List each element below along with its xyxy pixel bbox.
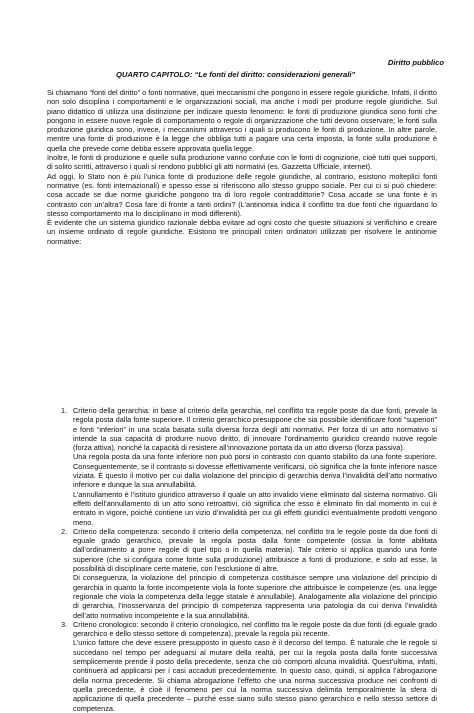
list-item bbox=[47, 527, 437, 620]
list-number: 1. bbox=[61, 406, 68, 415]
list-paragraph: Una regola posta da una fonte inferiore non può porsi in contrasto con quanto stabilito da una fonte superiore. Conseguentemente, se il contrasto si dovesse effettivamente verificarsi, ciò significa che la fonte inferiore nasce viziata. È questo il motivo per cui dalla violazione del principio di gerarchia deriva l’invalidità dell’atto normativo inferiore e dunque la sua annullabilità. bbox=[73, 452, 437, 490]
chapter-title: QUARTO CAPITOLO: “Le fonti del diritto: considerazioni generali” bbox=[116, 70, 356, 79]
list-paragraph: Di conseguenza, la violazione del principio di competenza costituisce sempre una violazione del principio di gerarchia in quanto la fonte incompetente viola la fonte superiore che attribuisce le competenze (es. una legge regionale che viola la competenza della legge statale è annullabile). Analogamente alla violazione del principio di gerarchia, l’inosservanza del principio di competenza rappresenta una patologia da cui deriva l’invalidità dell’atto normativo incompetente e la sua annullabilità. bbox=[73, 573, 437, 620]
running-header: Diritto pubblico bbox=[387, 58, 444, 67]
list-paragraph: Criterio della competenza: secondo il criterio della competenza, nel conflitto tra le regole poste da due fonti di eguale grado gerarchico, prevale la regola posta dalla fonte competente (ossia la fonte abilitata dall’ordinamento a porre regole di quel tipo o in quella materia). Tale criterio si applica quando una fonte superiore (che si configura come fonte sulla produzione) attribuisce a fonti di produzione, e solo ad esse, la possibilità di disciplinare certe materie, con l’esclusione di altre. bbox=[73, 526, 437, 574]
intro-paragraph: Inoltre, le fonti di produzione e quelle sulla produzione vanno confuse con le fonti di cognizione, cioè tutti quei supporti, di solito scritti, attraverso i quali si rendono pubblici gli atti normativi (es. Gazzetta Ufficiale, internet). bbox=[47, 153, 437, 172]
intro-paragraph: È evidente che un sistema giuridico razionale debba evitare ad ogni costo che queste situazioni si verifichino e creare un insieme ordinato di regole giuridiche. Esistono tre principali criteri ordinatori utilizzati per risolvere le antinomie normative: bbox=[47, 218, 437, 246]
criteria-list bbox=[47, 406, 437, 713]
list-paragraph: L’annullamento è l’istituto giuridico attraverso il quale un atto invalido viene eliminato dal sistema normativo. Gli effetti dell’annullamento di un atto sono retroattivi, ciò significa che esso è eliminato fin dal momento in cui è entrato in vigore, poiché contiene un vizio d’invalidità per cui gli effetti giuridici eventualmente prodotti vengono meno. bbox=[73, 489, 437, 527]
intro-text bbox=[47, 88, 437, 246]
list-number: 3. bbox=[61, 619, 68, 629]
list-paragraph: L’unico fattore che deve essere presupposto in questo caso è il decorso del tempo. È naturale che le regole si succedano nel tempo per adeguarsi al mutare della realtà, per cui la regola posta dalla fonte successiva semplicemente prende il posto della precedente, senza che ciò comporti alcuna invalidità. Quest’ultima, infatti, continuerà ad applicarsi per i casi accaduti precedentemente. In questo caso, quindi, si applica l’abrogazione della norma precedente. Si chiama abrogazione l’effetto che una norma successiva produce nei confronti di quella precedente, è cioè il fenomeno per cui la norma successiva delimita temporalmente la sfera di applicazione di quella precedente – purché esse siano sullo stesso piano gerarchico e nello stesso settore di competenza. bbox=[73, 638, 437, 713]
list-item bbox=[47, 620, 437, 713]
intro-paragraph: Si chiamano “fonti del diritto” o fonti normative, quei meccanismi che pongono in essere regole giuridiche. Infatti, il diritto non solo disciplina i comportamenti e le organizzazioni sociali, ma anche i modi per produrre regole giuridiche. Sul piano didattico di utilizza una distinzione per indicare questo fenomeno: le fonti di produzione giuridica sono fonti che pongono in essere nuove regole di comportamento o regole di organizzazione che tutti devono osservare; le fonti sulla produzione giuridica sono, invece, i meccanismi attraverso i quali si producono le fonti di produzione. In altre parole, mentre una fonte di produzione è la legge che obbliga tutti a pagare una certa imposta, la fonte sulla produzione è quella che prevede come debba essere approvata quella legge. bbox=[47, 88, 437, 153]
intro-paragraph: Ad oggi, lo Stato non è più l’unica fonte di produzione delle regole giuridiche, al contrario, esistono molteplici fonti normative (es. fonti internazionali) e spesso esse si riferiscono allo stesso gruppo sociale. Per cui ci si può chiedere: cosa accade se due norme giuridiche pongono tra di loro regole contraddittorie? Cosa accade se una fonte è in contrasto con un’altra? Cosa fare di fronte a tanti ordini? (L’antinomia indica il conflitto tra due fonti che riguardano lo stesso comportamento ma lo disciplinano in modi differenti). bbox=[47, 171, 437, 218]
list-item bbox=[47, 406, 437, 527]
list-number: 2. bbox=[61, 526, 68, 536]
list-paragraph: Criterio cronologico: secondo il criterio cronologico, nel conflitto tra le regole poste da due fonti (di eguale grado gerarchico e dello stesso settore di competenza), prevale la regola più recente. bbox=[73, 619, 437, 639]
list-paragraph: Criterio della gerarchia: in base al criterio della gerarchia, nel conflitto tra regole poste da due fonti, prevale la regola posta dalla fonte superiore. Il criterio gerarchico presuppone che sia possibile identificare fonti “superiori” e fonti “inferiori” in una scala basata sulla diversa forza degli atti normativi. Per forza di un atto normativo si intende la sua capacità di produrre nuovo diritto, di innovare l’ordinamento giuridico creando nuove regole (forza attiva), nonché la capacità di resistere all’innovazione portata da un atto diverso (forza passiva). bbox=[73, 406, 437, 453]
